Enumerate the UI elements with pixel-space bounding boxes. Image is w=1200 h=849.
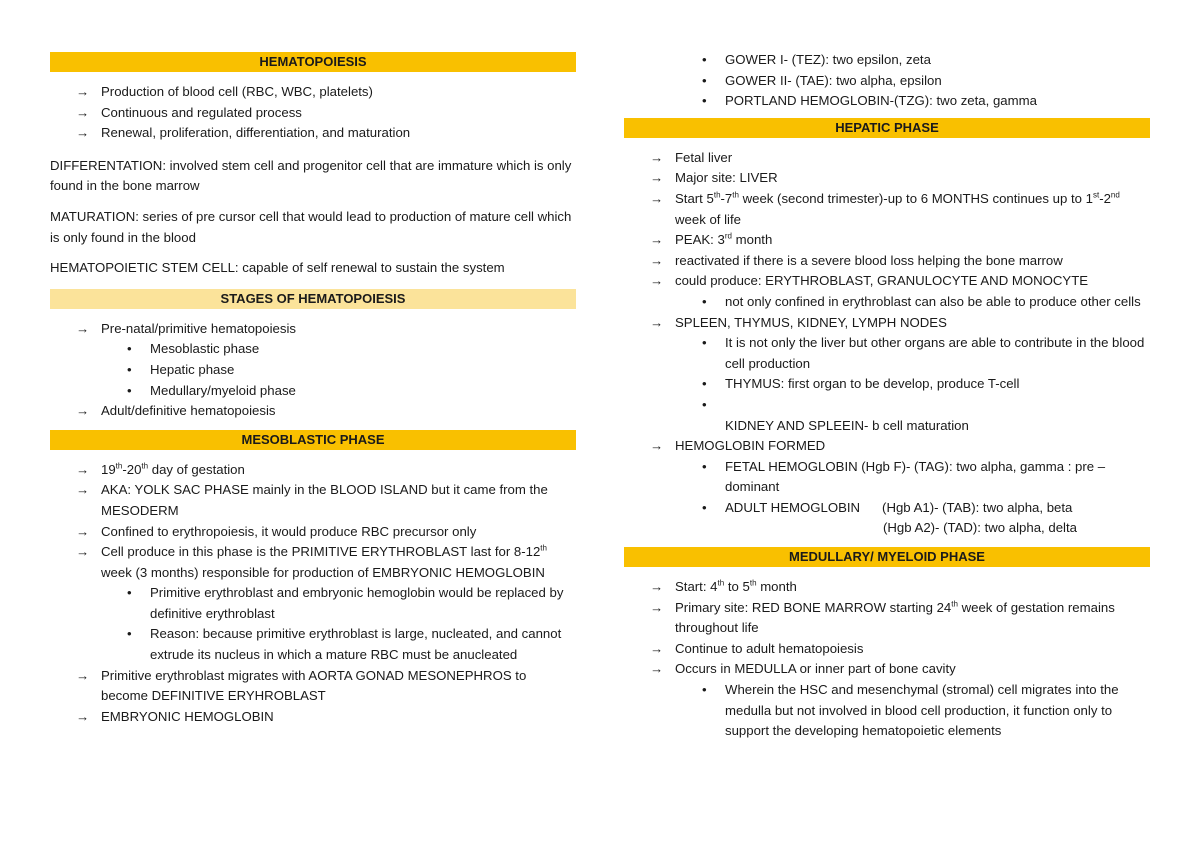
medullary-heading: MEDULLARY/ MYELOID PHASE [624,547,1150,567]
arrow-icon: → [76,523,90,539]
arrow-icon: → [76,125,90,141]
list-item: • GOWER II- (TAE): two alpha, epsilon [624,71,1150,92]
arrow-icon: → [76,482,90,498]
bullet-icon: • [127,382,132,398]
list-item: • Hepatic phase [50,360,576,381]
list-item: → Cell produce in this phase is the PRIMITIVE ERYTHROBLAST last for 8-12th week (3 months) responsible for production of EMBRYONIC HEMOGLOBIN [50,542,576,583]
bullet-icon: • [702,458,707,474]
arrow-icon: → [650,149,664,165]
stages-heading: STAGES OF HEMATOPOIESIS [50,289,576,309]
hsc-paragraph: HEMATOPOIETIC STEM CELL: capable of self renewal to sustain the system [50,260,505,276]
list-item: → reactivated if there is a severe blood loss helping the bone marrow [624,251,1150,272]
arrow-icon: → [650,579,664,595]
bullet-icon: • [127,361,132,377]
list-item: → SPLEEN, THYMUS, KIDNEY, LYMPH NODES [624,313,1150,334]
bullet-icon: • [702,376,707,392]
list-item: • Mesoblastic phase [50,339,576,360]
list-item: → Primitive erythroblast migrates with AORTA GONAD MESONEPHROS to become DEFINITIVE ERYHROBLAST [50,666,576,707]
right-column [624,50,1150,742]
arrow-icon: → [650,252,664,268]
bullet-icon: • [702,93,707,109]
arrow-icon: → [650,232,664,248]
bullet-icon: • [127,585,132,601]
arrow-icon: → [76,708,90,724]
bullet-icon: • [702,396,707,412]
list-item: → 19th-20th day of gestation [50,460,576,481]
bullet-icon: • [127,626,132,642]
list-item: • FETAL HEMOGLOBIN (Hgb F)- (TAG): two alpha, gamma : pre – dominant [624,457,1150,498]
arrow-icon: → [76,84,90,99]
mesoblastic-heading: MESOBLASTIC PHASE [50,430,576,450]
list-item: → Continuous and regulated process [50,103,576,124]
list-item [624,395,1150,416]
bullet-icon: • [702,293,707,309]
arrow-icon: → [76,667,90,683]
arrow-icon: → [76,320,90,336]
arrow-icon: → [650,599,664,615]
arrow-icon: → [650,314,664,330]
differentation-paragraph: DIFFERENTATION: involved stem cell and progenitor cell that are immature which is only found in the bone marrow [50,157,572,194]
list-item: → Pre-natal/primitive hematopoiesis [50,319,576,340]
list-item: → Adult/definitive hematopoiesis [50,401,576,422]
maturation-paragraph: MATURATION: series of pre cursor cell that would lead to production of mature cell which is only found in the blood [50,208,572,245]
list-item: → Fetal liver [624,148,1150,169]
arrow-icon: → [650,661,664,677]
left-column [50,52,576,727]
arrow-icon: → [76,461,90,477]
arrow-icon: → [76,544,90,560]
arrow-icon: → [650,273,664,289]
list-item: → EMBRYONIC HEMOGLOBIN [50,707,576,728]
list-item: (Hgb A2)- (TAD): two alpha, delta [883,520,1077,536]
list-item: → Primary site: RED BONE MARROW starting 24th week of gestation remains throughout life [624,598,1150,639]
arrow-icon: → [650,438,664,454]
list-item: → HEMOGLOBIN FORMED [624,436,1150,457]
list-item: → Start 5th-7th week (second trimester)-up to 6 MONTHS continues up to 1st-2nd week of life [624,189,1150,230]
list-item: • Reason: because primitive erythroblast is large, nucleated, and cannot extrude its nucleus in which a mature RBC must be anucleated [50,624,576,665]
list-item: → AKA: YOLK SAC PHASE mainly in the BLOOD ISLAND but it came from the MESODERM [50,480,576,521]
list-item: → PEAK: 3rd month [624,230,1150,251]
list-item: • Medullary/myeloid phase [50,381,576,402]
arrow-icon: → [76,104,90,120]
list-item: • not only confined in erythroblast can also be able to produce other cells [624,292,1150,313]
list-item: • GOWER I- (TEZ): two epsilon, zeta [624,50,1150,71]
list-item: → Production of blood cell (RBC, WBC, platelets) [50,82,576,103]
list-item: → Occurs in MEDULLA or inner part of bone cavity [624,659,1150,680]
list-item: • It is not only the liver but other organs are able to contribute in the blood cell production [624,333,1150,374]
list-item: → Renewal, proliferation, differentiation, and maturation [50,123,576,144]
hematopoiesis-heading: HEMATOPOIESIS [50,52,576,72]
bullet-icon: • [702,52,707,67]
list-item: KIDNEY AND SPLEEIN- b cell maturation [725,417,969,433]
list-item: • THYMUS: first organ to be develop, produce T-cell [624,374,1150,395]
list-item: • ADULT HEMOGLOBIN (Hgb A1)- (TAB): two alpha, beta [624,498,1150,519]
list-item: → Major site: LIVER [624,168,1150,189]
list-item: → could produce: ERYTHROBLAST, GRANULOCYTE AND MONOCYTE [624,271,1150,292]
list-item: • PORTLAND HEMOGLOBIN-(TZG): two zeta, gamma [624,91,1150,112]
arrow-icon: → [650,190,664,206]
bullet-icon: • [127,341,132,357]
list-item: → Confined to erythropoiesis, it would produce RBC precursor only [50,522,576,543]
arrow-icon: → [650,640,664,656]
arrow-icon: → [650,170,664,186]
hepatic-heading: HEPATIC PHASE [624,118,1150,138]
list-item: → Start: 4th to 5th month [624,577,1150,598]
bullet-icon: • [702,72,707,88]
arrow-icon: → [76,403,90,419]
bullet-icon: • [702,335,707,351]
list-item: • Primitive erythroblast and embryonic hemoglobin would be replaced by definitive erythroblast [50,583,576,624]
list-item: → Continue to adult hematopoiesis [624,639,1150,660]
bullet-icon: • [702,682,707,698]
bullet-icon: • [702,499,707,515]
list-item: • Wherein the HSC and mesenchymal (stromal) cell migrates into the medulla but not involved in blood cell production, it function only to support the developing hematopoietic elements [624,680,1150,742]
